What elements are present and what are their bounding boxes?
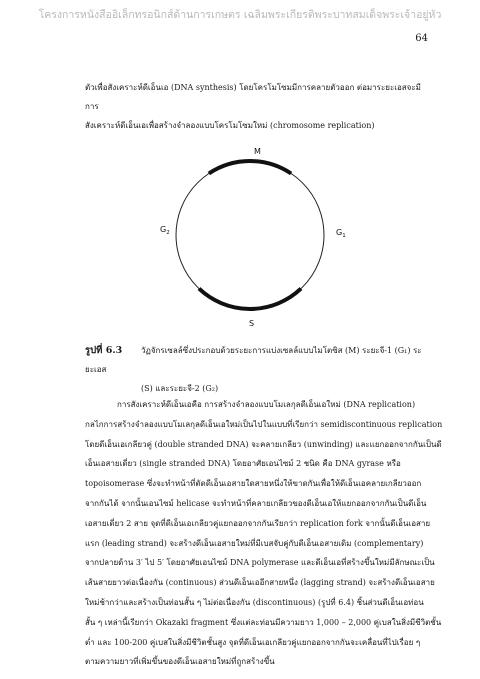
intro-line: ตัวเพื่อสังเคราะห์ดีเอ็นเอ (DNA synthesis) โดยโครโมโซมมีการคลายตัวออก ต่อมาระยะเอสจะมีการ: [85, 83, 421, 111]
body-line: ต่ำ และ 100-200 คู่เบสในสิ่งมีชีวิตชั้นสูง จุดที่ดีเอ็นเอเกลียวคู่แยกออกจากกันจะเคลื่อนที่ไปเรื่อย ๆ: [85, 637, 421, 647]
cell-cycle-circle: [176, 161, 324, 309]
phase-arc-s: [199, 289, 301, 309]
page-header: โครงการหนังสืออิเล็กทรอนิกส์ด้านการเกษตร เฉลิมพระเกียรติพระบาทสมเด็จพระเจ้าอยู่หัว: [38, 9, 442, 21]
label-g1-sub: 1: [342, 233, 346, 239]
label-g2: [160, 225, 170, 236]
body-line: เส้นสายยาวต่อเนื่องกัน (continuous) ส่วนดีเอ็นเออีกสายหนึ่ง (lagging strand) จะสร้างดีเอ็นเอสาย: [85, 578, 435, 588]
body-line: เอสายเดี่ยว 2 สาย จุดที่ดีเอ็นเอเกลียวคู่แยกออกจากกันเรียกว่า replication fork จากนั้นดีเอ็นเอสาย: [85, 518, 431, 528]
label-s: S: [249, 319, 255, 328]
label-g1: [336, 228, 346, 239]
cell-cycle-diagram: [140, 135, 360, 335]
body-line: ตามความยาวที่เพิ่มขึ้นของดีเอ็นเอสายใหม่ที่ถูกสร้างขึ้น: [85, 657, 275, 667]
body-line: เอ็นเอสายเดี่ยว (single stranded DNA) โดยอาศัยเอนไซม์ 2 ชนิด คือ DNA gyrase หรือ: [85, 459, 401, 469]
body-line: แรก (leading strand) จะสร้างดีเอ็นเอสายใหม่ที่มีเบสจับคู่กับดีเอ็นเอสายเดิม (complementary): [85, 538, 424, 548]
figure-label: รูปที่ 6.3: [85, 345, 123, 356]
caption-line: วัฏจักรเซลล์ซึ่งประกอบด้วยระยะการแบ่งเซลล์แบบไมโตซิส (M) ระยะจี-1 (G₁) ระยะเอส: [85, 346, 422, 374]
caption-line: (S) และระยะจี-2 (G₂): [141, 384, 219, 393]
body-line: การสังเคราะห์ดีเอ็นเอคือ การสร้างจำลองแบบโมเลกุลดีเอ็นเอใหม่ (DNA replication): [117, 400, 416, 409]
body-line: จากปลายด้าน 3′ ไป 5′ โดยอาศัยเอนไซม์ DNA polymerase และดีเอ็นเอที่สร้างขึ้นใหม่มีลักษณะเป็น: [85, 558, 435, 568]
body-line: ใหม่ช้ากว่าและสร้างเป็นท่อนสั้น ๆ ไม่ต่อเนื่องกัน (discontinuous) (รูปที่ 6.4) ชิ้นส่วนดีเอ็นเอท่อน: [85, 597, 424, 607]
label-m: M: [254, 147, 261, 156]
body-line: สั้น ๆ เหล่านี้เรียกว่า Okazaki fragment ซึ่งแต่ละท่อนมีความยาว 1,000 – 2,000 คู่เบสในสิ่งมีชีวิตชั้น: [85, 617, 442, 627]
body-line: จากกันได้ จากนั้นเอนไซม์ helicase จะทำหน้าที่คลายเกลียวของดีเอ็นเอให้แยกออกจากกันเป็นดีเอ็น: [85, 498, 427, 508]
body-line: topoisomerase ซึ่งจะทำหน้าที่ตัดดีเอ็นเอสายใดสายหนึ่งให้ขาดกันเพื่อให้ดีเอ็นเอคลายเกลียวออก: [85, 479, 422, 489]
figure-caption: [85, 341, 430, 398]
phase-arc-m: [209, 161, 291, 173]
page-number: 64: [415, 33, 428, 44]
label-g1-main: G: [336, 228, 343, 237]
intro-line: สังเคราะห์ดีเอ็นเอเพื่อสร้างจำลองแบบโครโมโซมใหม่ (chromosome replication): [85, 121, 375, 130]
body-paragraph: [85, 395, 443, 672]
body-line: โดยดีเอ็นเอเกลียวคู่ (double stranded DNA) จะคลายเกลียว (unwinding) และแยกออกจากกันเป็นดี: [85, 439, 442, 449]
label-g2-sub: 2: [166, 230, 170, 236]
body-line: กลไกการสร้างจำลองแบบโมเลกุลดีเอ็นเอใหม่เป็นไปในแบบที่เรียกว่า semidiscontinuous replication: [85, 419, 443, 429]
intro-paragraph: [85, 78, 430, 135]
label-g2-main: G: [160, 225, 167, 234]
